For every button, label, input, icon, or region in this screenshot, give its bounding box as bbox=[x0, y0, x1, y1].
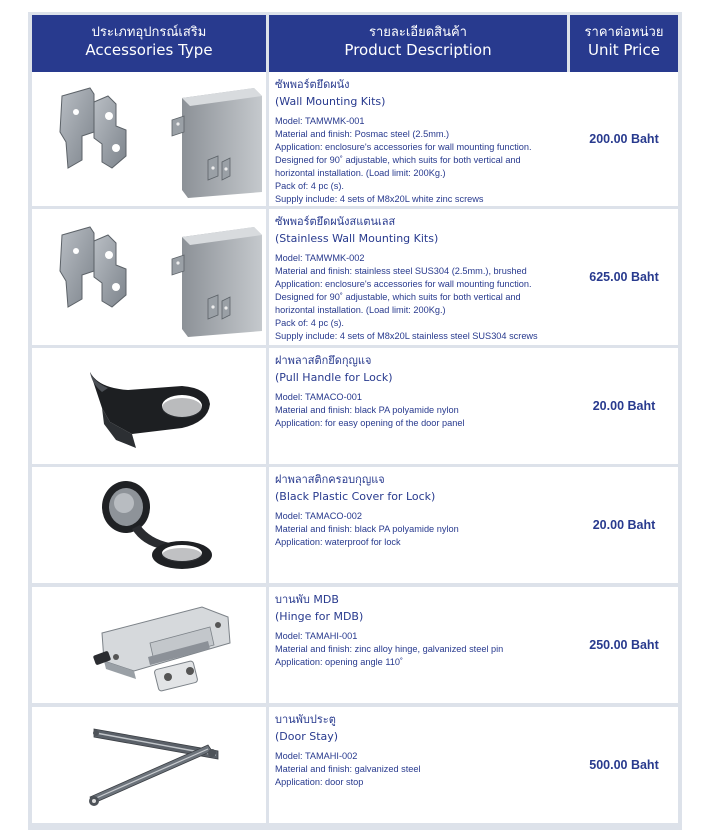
spec-line: Material and finish: Posmac steel (2.5mm.) bbox=[275, 129, 450, 139]
header-col1-thai: ประเภทอุปกรณ์เสริม bbox=[91, 25, 207, 40]
spec-line: Supply include: 4 sets of M8x20L stainless steel SUS304 screws bbox=[275, 331, 538, 341]
stainless-wall-mount-bracket-icon bbox=[32, 209, 266, 345]
spec-line: Material and finish: stainless steel SUS304 (2.5mm.), brushed bbox=[275, 266, 527, 276]
spec-line: Model: TAMAHI-002 bbox=[275, 751, 358, 761]
spec-line: Model: TAMACO-001 bbox=[275, 392, 362, 402]
price-table bbox=[28, 12, 682, 830]
product-image-cell bbox=[32, 707, 266, 823]
header-col2-english: Product Description bbox=[344, 41, 492, 59]
spec-line: Model: TAMAHI-001 bbox=[275, 631, 358, 641]
spec-line: Designed for 90˚ adjustable, which suits for both vertical and bbox=[275, 155, 521, 165]
spec-line: Application: for easy opening of the door panel bbox=[275, 418, 465, 428]
spec-line: Model: TAMWMK-002 bbox=[275, 253, 365, 263]
table-row bbox=[32, 72, 678, 206]
product-specs bbox=[275, 510, 571, 549]
product-name-english: (Wall Mounting Kits) bbox=[275, 95, 386, 108]
product-name-thai: ฝาพลาสติกครอบกุญแจ bbox=[275, 473, 385, 486]
product-specs bbox=[275, 750, 571, 789]
unit-price: 20.00 Baht bbox=[570, 467, 678, 583]
spec-line: horizontal installation. (Load limit: 200Kg.) bbox=[275, 168, 446, 178]
unit-price: 20.00 Baht bbox=[570, 348, 678, 464]
spec-line: Pack of: 4 pc (s). bbox=[275, 181, 344, 191]
product-name-english: (Black Plastic Cover for Lock) bbox=[275, 490, 436, 503]
spec-line: Application: enclosure's accessories for wall mounting function. bbox=[275, 142, 532, 152]
product-image-cell bbox=[32, 587, 266, 703]
header-col3-english: Unit Price bbox=[588, 41, 660, 59]
spec-line: Supply include: 4 sets of M8x20L white zinc screws bbox=[275, 194, 484, 204]
product-image-cell bbox=[32, 348, 266, 464]
spec-line: Application: enclosure's accessories for wall mounting function. bbox=[275, 279, 532, 289]
product-name-thai: ซัพพอร์ตยึดผนัง bbox=[275, 78, 350, 91]
header-product-description bbox=[269, 15, 567, 72]
spec-line: Model: TAMWMK-001 bbox=[275, 116, 365, 126]
unit-price: 200.00 Baht bbox=[570, 72, 678, 206]
product-specs bbox=[275, 252, 571, 343]
lock-cover-icon bbox=[32, 467, 266, 583]
table-row bbox=[32, 707, 678, 823]
spec-line: Material and finish: black PA polyamide nylon bbox=[275, 524, 459, 534]
product-name-english: (Hinge for MDB) bbox=[275, 610, 364, 623]
product-name-thai: ซัพพอร์ตยึดผนังสแตนเลส bbox=[275, 215, 396, 228]
table-row bbox=[32, 348, 678, 464]
product-name-thai: บานพับ MDB bbox=[275, 593, 339, 606]
product-description-cell bbox=[269, 209, 571, 345]
table-row bbox=[32, 467, 678, 583]
product-description-cell bbox=[269, 707, 571, 823]
header-col2-thai: รายละเอียดสินค้า bbox=[369, 25, 467, 40]
table-row bbox=[32, 587, 678, 703]
product-image-cell bbox=[32, 467, 266, 583]
header-unit-price bbox=[570, 15, 678, 72]
spec-line: horizontal installation. (Load limit: 200Kg.) bbox=[275, 305, 446, 315]
wall-mount-bracket-icon bbox=[32, 72, 266, 206]
product-description-cell bbox=[269, 72, 571, 206]
product-name-english: (Pull Handle for Lock) bbox=[275, 371, 393, 384]
header-col1-english: Accessories Type bbox=[85, 41, 213, 59]
spec-line: Material and finish: black PA polyamide nylon bbox=[275, 405, 459, 415]
spec-line: Model: TAMACO-002 bbox=[275, 511, 362, 521]
table-row bbox=[32, 209, 678, 345]
spec-line: Designed for 90˚ adjustable, which suits for both vertical and bbox=[275, 292, 521, 302]
unit-price: 250.00 Baht bbox=[570, 587, 678, 703]
product-description-cell bbox=[269, 467, 571, 583]
spec-line: Pack of: 4 pc (s). bbox=[275, 318, 344, 328]
product-name-thai: ฝาพลาสติกยึดกุญแจ bbox=[275, 354, 372, 367]
spec-line: Application: door stop bbox=[275, 777, 364, 787]
spec-line: Application: waterproof for lock bbox=[275, 537, 401, 547]
product-name-thai: บานพับประตู bbox=[275, 713, 336, 726]
pull-handle-icon bbox=[32, 348, 266, 464]
product-description-cell bbox=[269, 587, 571, 703]
product-specs bbox=[275, 391, 571, 430]
product-description-cell bbox=[269, 348, 571, 464]
spec-line: Material and finish: galvanized steel bbox=[275, 764, 421, 774]
hinge-icon bbox=[32, 587, 266, 703]
product-image-cell bbox=[32, 72, 266, 206]
product-name-english: (Door Stay) bbox=[275, 730, 339, 743]
header-accessories-type bbox=[32, 15, 266, 72]
product-specs bbox=[275, 630, 571, 669]
product-name-english: (Stainless Wall Mounting Kits) bbox=[275, 232, 439, 245]
spec-line: Application: opening angle 110˚ bbox=[275, 657, 404, 667]
door-stay-icon bbox=[32, 707, 266, 823]
spec-line: Material and finish: zinc alloy hinge, galvanized steel pin bbox=[275, 644, 504, 654]
header-col3-thai: ราคาต่อหน่วย bbox=[584, 25, 664, 40]
product-image-cell bbox=[32, 209, 266, 345]
product-specs bbox=[275, 115, 571, 206]
unit-price: 625.00 Baht bbox=[570, 209, 678, 345]
unit-price: 500.00 Baht bbox=[570, 707, 678, 823]
